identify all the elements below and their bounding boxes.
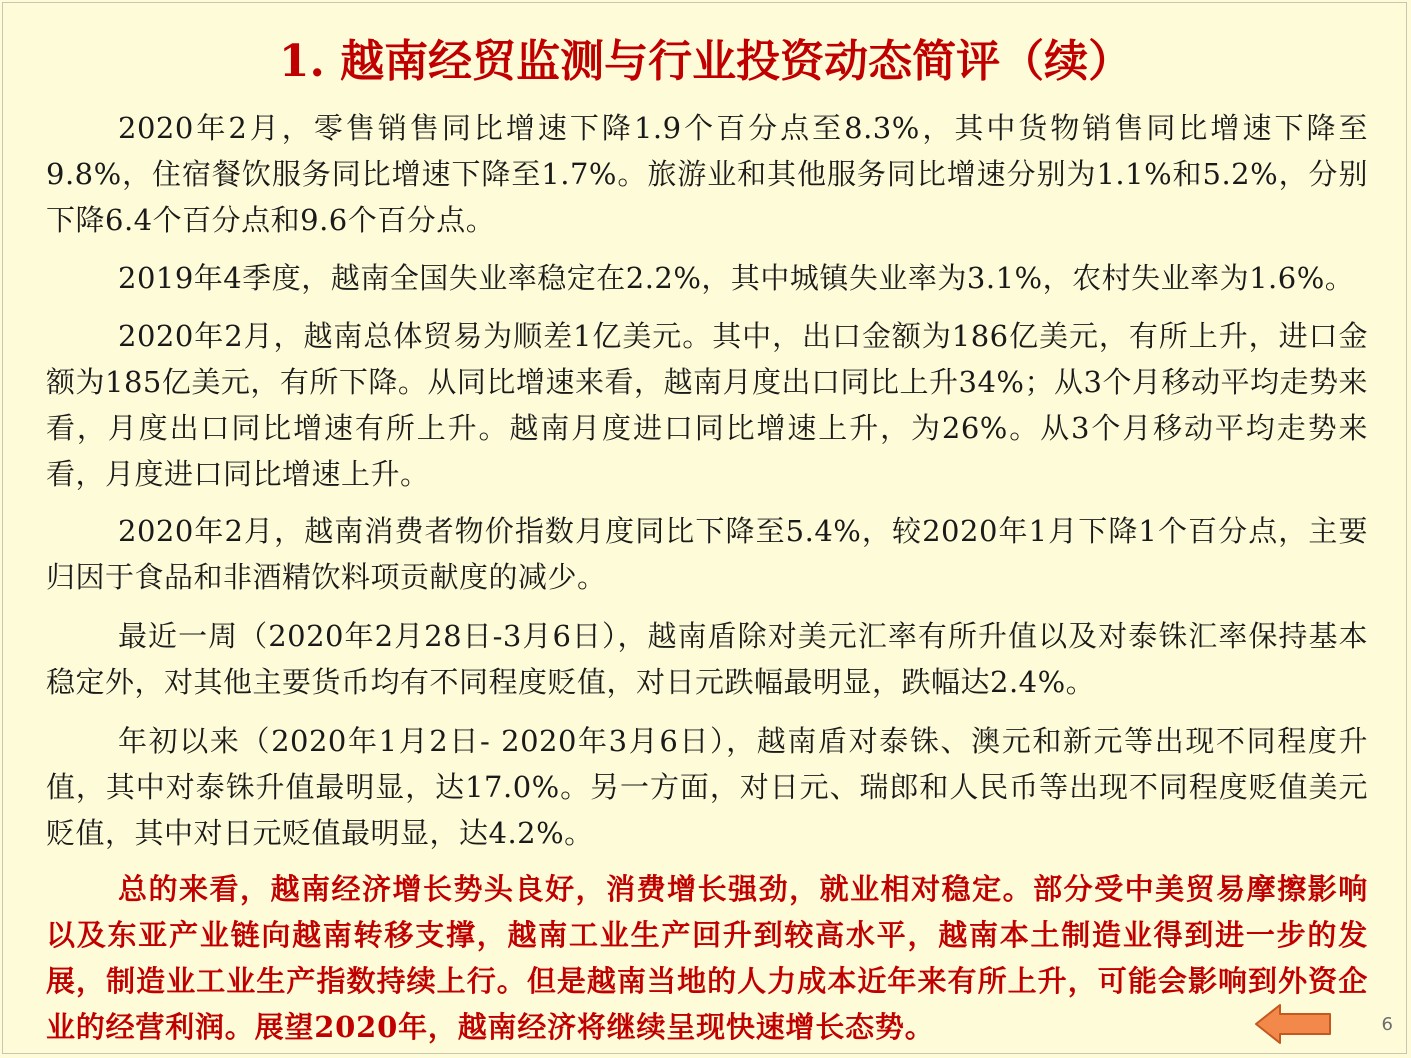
left-arrow-icon[interactable]: [1254, 1002, 1334, 1046]
paragraph-ytd-exchange-rate: 年初以来（2020年1月2日- 2020年3月6日），越南盾对泰铢、澳元和新元等出现不同程度升值，其中对泰铢升值最明显，达17.0%。另一方面，对日元、瑞郎和人民币等出现不同程度贬值美元贬值，其中对日元贬值最明显，达4.2%。: [46, 724, 1368, 850]
paragraph-weekly-exchange-rate: 最近一周（2020年2月28日-3月6日），越南盾除对美元汇率有所升值以及对泰铢汇率保持基本稳定外，对其他主要货币均有不同程度贬值，对日元跌幅最明显，跌幅达2.4%。: [46, 619, 1368, 699]
slide-title: 1. 越南经贸监测与行业投资动态简评（续）: [278, 36, 1133, 87]
paragraph-cpi: 2020年2月，越南消费者物价指数月度同比下降至5.4%，较2020年1月下降1个百分点，主要归因于食品和非酒精饮料项贡献度的减少。: [46, 514, 1368, 594]
page-number: 6: [1381, 1014, 1393, 1035]
paragraph-trade: 2020年2月，越南总体贸易为顺差1亿美元。其中，出口金额为186亿美元，有所上升，进口金额为185亿美元，有所下降。从同比增速来看，越南月度出口同比上升34%；从3个月移动平均走势来看，月度出口同比增速有所上升。越南月度进口同比增速上升，为26%。从3个月移动平均走势来看，月度进口同比增速上升。: [46, 319, 1368, 491]
paragraph-retail-sales: 2020年2月，零售销售同比增速下降1.9个百分点至8.3%，其中货物销售同比增速下降至9.8%，住宿餐饮服务同比增速下降至1.7%。旅游业和其他服务同比增速分别为1.1%和5.2%，分别下降6.4个百分点和9.6个百分点。: [46, 111, 1368, 237]
paragraph-summary: 总的来看，越南经济增长势头良好，消费增长强劲，就业相对稳定。部分受中美贸易摩擦影响以及东亚产业链向越南转移支撑，越南工业生产回升到较高水平，越南本土制造业得到进一步的发展，制造业工业生产指数持续上行。但是越南当地的人力成本近年来有所上升，可能会影响到外资企业的经营利润。展望2020年，越南经济将继续呈现快速增长态势。: [46, 872, 1368, 1044]
paragraph-unemployment: 2019年4季度，越南全国失业率稳定在2.2%，其中城镇失业率为3.1%，农村失业率为1.6%。: [118, 261, 1355, 295]
